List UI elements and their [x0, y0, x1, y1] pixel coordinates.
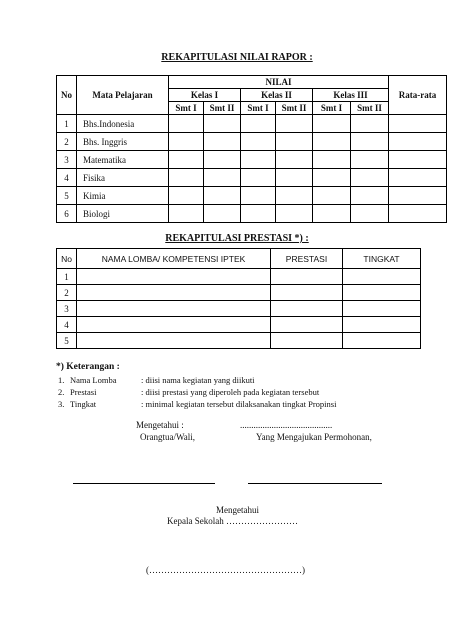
grade-cell[interactable]: [351, 187, 389, 205]
rapor-row: [57, 187, 447, 205]
grade-cell[interactable]: [276, 151, 313, 169]
grade-cell[interactable]: [389, 151, 447, 169]
rapor-title: REKAPITULASI NILAI RAPOR :: [161, 52, 313, 63]
grade-cell[interactable]: [313, 151, 351, 169]
signature-line-orangtua: [73, 483, 215, 484]
prestasi-title: REKAPITULASI PRESTASI *) :: [165, 233, 309, 244]
grade-cell[interactable]: [204, 205, 241, 223]
header-smt-1: Smt I: [169, 102, 204, 115]
rapor-row: [57, 205, 447, 223]
row-number: 6: [57, 205, 77, 223]
row-number: 4: [57, 317, 77, 333]
header-smt-2: Smt II: [276, 102, 313, 115]
keterangan-num: 3.: [58, 399, 65, 409]
rapor-table: [56, 75, 447, 223]
prestasi-cell[interactable]: [271, 301, 343, 317]
grade-cell[interactable]: [389, 133, 447, 151]
lomba-cell[interactable]: [77, 317, 271, 333]
rapor-row: [57, 115, 447, 133]
grade-cell[interactable]: [313, 133, 351, 151]
keterangan-heading: *) Keterangan :: [56, 362, 120, 372]
keterangan-desc: : diisi nama kegiatan yang diikuti: [141, 375, 255, 385]
header-subject: Mata Pelajaran: [77, 76, 169, 115]
row-number: 1: [57, 269, 77, 285]
grade-cell[interactable]: [241, 169, 276, 187]
keterangan-term: Tingkat: [70, 399, 97, 409]
prestasi-table: [56, 248, 421, 349]
signature-line-pengaju: [248, 483, 382, 484]
keterangan-term: Nama Lomba: [70, 375, 117, 385]
header-average: Rata-rata: [389, 76, 447, 115]
mengetahui-center: Mengetahui: [216, 505, 259, 515]
tingkat-cell[interactable]: [343, 285, 421, 301]
grade-cell[interactable]: [313, 187, 351, 205]
header-kelas-3: Kelas III: [313, 89, 389, 102]
lomba-cell[interactable]: [77, 285, 271, 301]
grade-cell[interactable]: [389, 115, 447, 133]
grade-cell[interactable]: [313, 115, 351, 133]
grade-cell[interactable]: [276, 169, 313, 187]
mengetahui-left: Mengetahui :: [136, 420, 184, 430]
grade-cell[interactable]: [241, 205, 276, 223]
prestasi-header-tingkat: TINGKAT: [343, 249, 421, 269]
prestasi-row: [57, 269, 421, 285]
tingkat-cell[interactable]: [343, 333, 421, 349]
grade-cell[interactable]: [204, 151, 241, 169]
grade-cell[interactable]: [169, 133, 204, 151]
tingkat-cell[interactable]: [343, 301, 421, 317]
subject-name: Matematika: [77, 151, 169, 169]
grade-cell[interactable]: [276, 187, 313, 205]
prestasi-cell[interactable]: [271, 285, 343, 301]
grade-cell[interactable]: [241, 133, 276, 151]
orangtua-label: Orangtua/Wali,: [140, 432, 196, 442]
prestasi-header-name: NAMA LOMBA/ KOMPETENSI IPTEK: [77, 249, 271, 269]
prestasi-header-prestasi: PRESTASI: [271, 249, 343, 269]
header-smt-2: Smt II: [204, 102, 241, 115]
date-dots: .........................................: [240, 420, 333, 430]
grade-cell[interactable]: [169, 205, 204, 223]
grade-cell[interactable]: [204, 133, 241, 151]
tingkat-cell[interactable]: [343, 317, 421, 333]
keterangan-term: Prestasi: [70, 387, 97, 397]
subject-name: Bhs. Inggris: [77, 133, 169, 151]
header-smt-1: Smt I: [313, 102, 351, 115]
row-number: 4: [57, 169, 77, 187]
lomba-cell[interactable]: [77, 301, 271, 317]
row-number: 3: [57, 301, 77, 317]
grade-cell[interactable]: [276, 115, 313, 133]
grade-cell[interactable]: [169, 115, 204, 133]
header-kelas-2: Kelas II: [241, 89, 313, 102]
prestasi-cell[interactable]: [271, 317, 343, 333]
keterangan-num: 1.: [58, 375, 65, 385]
header-smt-2: Smt II: [351, 102, 389, 115]
prestasi-header-no: No: [57, 249, 77, 269]
keterangan-num: 2.: [58, 387, 65, 397]
row-number: 5: [57, 333, 77, 349]
rapor-row: [57, 151, 447, 169]
grade-cell[interactable]: [276, 205, 313, 223]
prestasi-cell[interactable]: [271, 269, 343, 285]
subject-name: Kimia: [77, 187, 169, 205]
prestasi-cell[interactable]: [271, 333, 343, 349]
grade-cell[interactable]: [204, 187, 241, 205]
grade-cell[interactable]: [241, 115, 276, 133]
keterangan-desc: : minimal kegiatan tersebut dilaksanakan tingkat Propinsi: [141, 399, 337, 409]
row-number: 2: [57, 285, 77, 301]
header-kelas-1: Kelas I: [169, 89, 241, 102]
grade-cell[interactable]: [276, 133, 313, 151]
row-number: 5: [57, 187, 77, 205]
row-number: 2: [57, 133, 77, 151]
header-smt-1: Smt I: [241, 102, 276, 115]
tingkat-cell[interactable]: [343, 269, 421, 285]
grade-cell[interactable]: [389, 205, 447, 223]
subject-name: Bhs.Indonesia: [77, 115, 169, 133]
lomba-cell[interactable]: [77, 333, 271, 349]
grade-cell[interactable]: [313, 169, 351, 187]
header-no: No: [57, 76, 77, 115]
kepala-label: Kepala Sekolah ……………………: [167, 516, 298, 526]
grade-cell[interactable]: [389, 187, 447, 205]
grade-cell[interactable]: [169, 169, 204, 187]
grade-cell[interactable]: [351, 205, 389, 223]
grade-cell[interactable]: [351, 151, 389, 169]
row-number: 3: [57, 151, 77, 169]
keterangan-desc: : diisi prestasi yang diperoleh pada kegiatan tersebut: [141, 387, 320, 397]
prestasi-row: [57, 301, 421, 317]
lomba-cell[interactable]: [77, 269, 271, 285]
kepala-name: (……………………………………………): [146, 565, 305, 575]
grade-cell[interactable]: [241, 187, 276, 205]
header-nilai: NILAI: [169, 76, 389, 89]
prestasi-row: [57, 285, 421, 301]
pengaju-label: Yang Mengajukan Permohonan,: [256, 432, 372, 442]
grade-cell[interactable]: [351, 115, 389, 133]
grade-cell[interactable]: [389, 169, 447, 187]
grade-cell[interactable]: [204, 115, 241, 133]
row-number: 1: [57, 115, 77, 133]
grade-cell[interactable]: [169, 151, 204, 169]
grade-cell[interactable]: [351, 169, 389, 187]
rapor-row: [57, 169, 447, 187]
prestasi-row: [57, 317, 421, 333]
grade-cell[interactable]: [313, 205, 351, 223]
subject-name: Fisika: [77, 169, 169, 187]
grade-cell[interactable]: [204, 169, 241, 187]
grade-cell[interactable]: [169, 187, 204, 205]
grade-cell[interactable]: [241, 151, 276, 169]
grade-cell[interactable]: [351, 133, 389, 151]
subject-name: Biologi: [77, 205, 169, 223]
rapor-row: [57, 133, 447, 151]
prestasi-row: [57, 333, 421, 349]
